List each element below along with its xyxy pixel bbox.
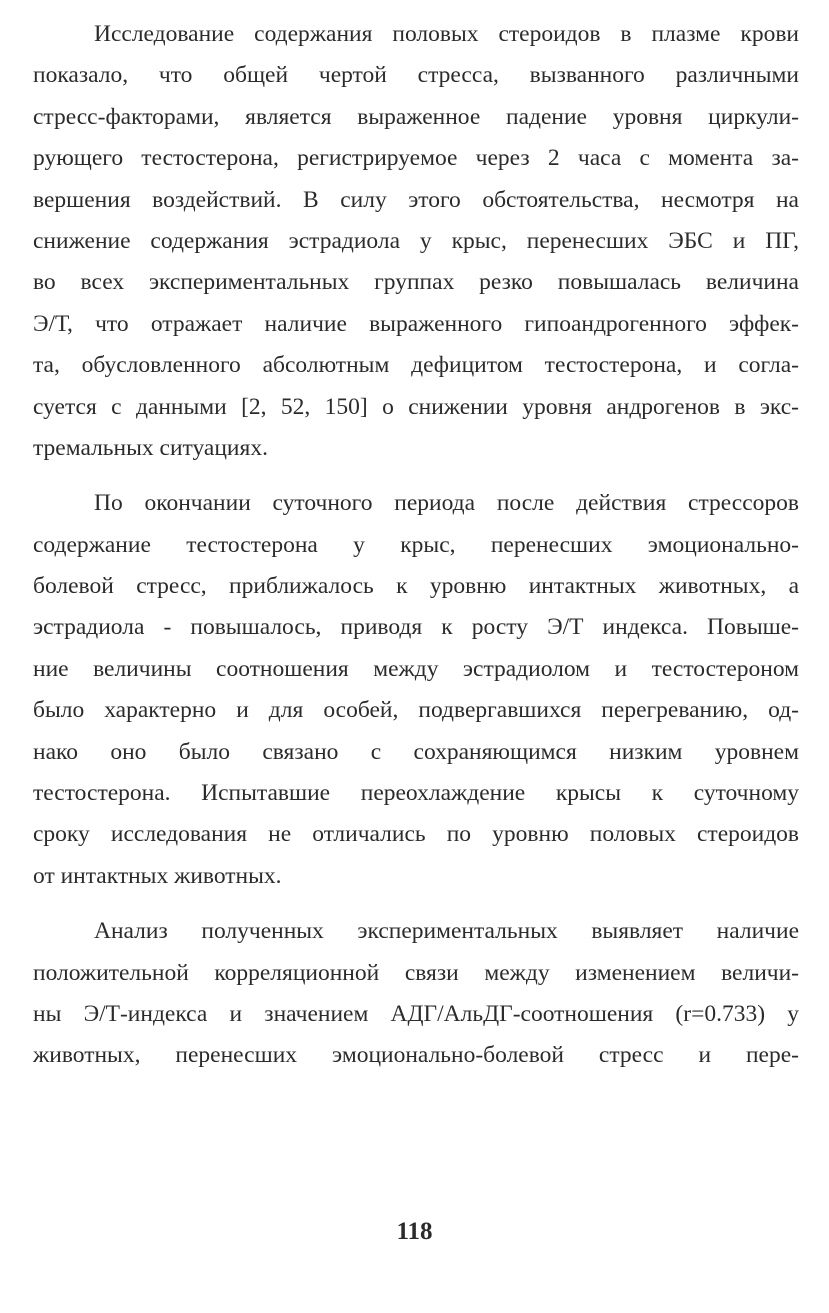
page-number: 118: [396, 1218, 433, 1245]
page-body: [33, 14, 799, 1077]
text-line: Э/Т, что отражает наличие выраженного гипоандрогенного эффек-: [33, 310, 799, 337]
text-line: По окончании суточного периода после действия стрессоров: [94, 490, 799, 517]
text-line: тремальных ситуациях.: [33, 434, 268, 461]
paragraph-spacer: [33, 897, 799, 911]
text-line: вершения воздействий. В силу этого обстоятельства, несмотря на: [33, 186, 799, 213]
paragraph-2: [33, 483, 799, 897]
text-line: рующего тестостерона, регистрируемое через 2 часа с момента за-: [33, 145, 799, 172]
text-line: показало, что общей чертой стресса, вызванного различными: [33, 62, 799, 89]
text-line: ние величины соотношения между эстрадиолом и тестостероном: [33, 655, 799, 682]
text-line: нако оно было связано с сохраняющимся низким уровнем: [33, 738, 799, 765]
text-line: было характерно и для особей, подвергавшихся перегреванию, од-: [33, 697, 799, 724]
text-line: во всех экспериментальных группах резко повышалась величина: [33, 269, 799, 296]
text-line: положительной корреляционной связи между изменением величи-: [33, 959, 799, 986]
paragraph-3: [33, 911, 799, 1077]
text-line: Анализ полученных экспериментальных выявляет наличие: [94, 918, 799, 945]
text-line: сроку исследования не отличались по уровню половых стероидов: [33, 821, 799, 848]
text-line: суется с данными [2, 52, 150] о снижении уровня андрогенов в экс-: [33, 393, 799, 420]
text-line: животных, перенесших эмоционально-болевой стресс и пере-: [33, 1042, 799, 1069]
text-line: Исследование содержания половых стероидов в плазме крови: [94, 21, 799, 47]
text-line: от интактных животных.: [33, 862, 282, 889]
paragraph-spacer: [33, 469, 799, 483]
text-line: содержание тестостерона у крыс, перенесших эмоционально-: [33, 531, 799, 558]
text-line: стресс-факторами, является выраженное падение уровня циркули-: [33, 103, 799, 130]
text-line: снижение содержания эстрадиола у крыс, перенесших ЭБС и ПГ,: [33, 227, 799, 254]
paragraph-1: [33, 14, 799, 469]
text-line: та, обусловленного абсолютным дефицитом тестостерона, и согла-: [33, 352, 799, 379]
text-line: болевой стресс, приближалось к уровню интактных животных, а: [33, 573, 799, 600]
text-line: тестостерона. Испытавшие переохлаждение крысы к суточному: [33, 780, 799, 807]
text-line: ны Э/Т-индекса и значением АДГ/АльДГ-соотношения (r=0.733) у: [33, 1000, 799, 1027]
text-line: эстрадиола - повышалось, приводя к росту Э/Т индекса. Повыше-: [33, 614, 799, 641]
